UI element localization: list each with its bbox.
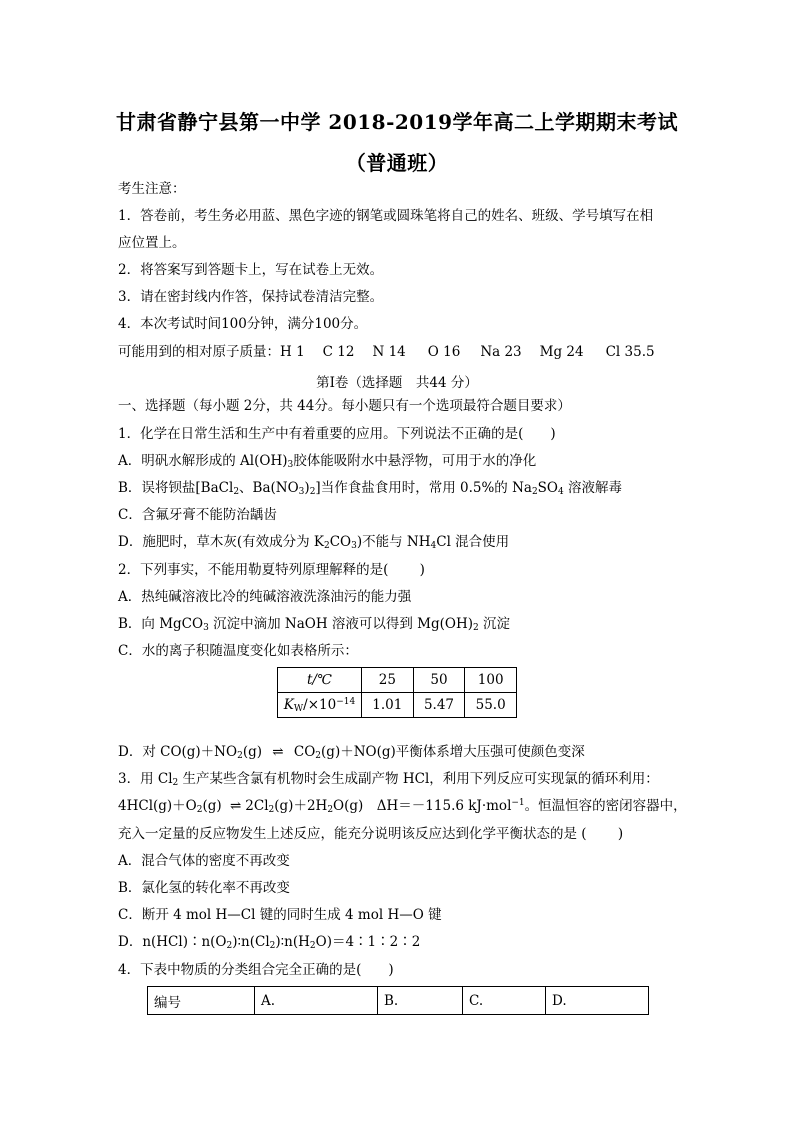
exam-subtitle: （普通班） — [345, 151, 449, 175]
table-row — [148, 987, 649, 1015]
q1-option-a: A．明矾水解形成的 $Al(OH)_3$胶体能吸附水中悬浮物，可用于水的净化 — [118, 453, 537, 470]
q1-stem: 1．化学在日常生活和生产中有着重要的应用。下列说法不正确的是( ) — [118, 426, 556, 442]
q2-stem: 2．下列事实，不能用勒夏特列原理解释的是( ) — [118, 562, 425, 578]
q3-stem: 3．用 $Cl_2$ 生产某些含氯有机物时会生成副产物 HCl，利用下列反应可实现氯的循环利用： — [118, 771, 659, 788]
notice-2: 2．将答案写到答题卡上，写在试卷上无效。 — [118, 262, 384, 278]
section-title: 第Ⅰ卷（选择题 共44 分） — [316, 375, 478, 391]
atomic-mass-cl: Cl 35.5 — [605, 344, 655, 360]
q3-option-d: D．$n(HCl)∶n(O_2)∶n(Cl_2)∶n(H_2O)=4∶1∶2∶2$ — [118, 934, 421, 951]
table-header-cell: D. — [546, 987, 649, 1015]
notice-heading: 考生注意： — [118, 181, 186, 197]
table-row — [278, 668, 517, 693]
q1-option-c: C．含氟牙膏不能防治龋齿 — [118, 507, 277, 523]
atomic-mass-na: Na 23 — [480, 344, 522, 360]
notice-3: 3．请在密封线内作答，保持试卷清洁完整。 — [118, 289, 384, 305]
q1-option-d: D．施肥时，草木灰(有效成分为 $K_2CO_3$)不能与 $NH_4Cl$ 混合使用 — [118, 534, 510, 551]
notice-1-cont: 应位置上。 — [118, 235, 186, 251]
q3-line3: 充入一定量的反应物发生上述反应，能充分说明该反应达到化学平衡状态的是 ( ) — [118, 826, 624, 842]
table-cell: $K_W/\times 10^{-14}$ — [278, 693, 362, 718]
notice-1: 1．答卷前，考生务必用蓝、黑色字迹的钢笔或圆珠笔将自己的姓名、班级、学号填写在相 — [118, 208, 654, 224]
table-header-cell: B. — [378, 987, 463, 1015]
table-cell: 1.01 — [362, 693, 414, 718]
table-cell: 25 — [362, 668, 414, 693]
q3-equation: $4HCl(g)+O_2(g)$ ⇌ $2Cl_2(g)+2H_2O(g)$ ΔH＝－115.6 kJ·mol$^{-1}$。恒温恒容的密闭容器中， — [118, 798, 687, 815]
notice-4: 4．本次考试时间100分钟，满分100分。 — [118, 316, 368, 332]
table-header-cell: 编号 — [148, 987, 255, 1015]
q3-option-c: C．断开 4 mol H—Cl 键的同时生成 4 mol H—O 键 — [118, 907, 442, 923]
exam-title: 甘肃省静宁县第一中学 2018-2019学年高二上学期期末考试 — [115, 110, 679, 134]
table-cell: 50 — [413, 668, 465, 693]
atomic-mass-o: O 16 — [427, 344, 461, 360]
q2-option-d: D．对 $CO(g)+NO_2(g)$ ⇌ $CO_2(g)+NO(g)$平衡体系增大压强可使颜色变深 — [118, 744, 585, 761]
equilibrium-arrow-icon: ⇌ — [229, 798, 242, 814]
atomic-mass-h: H 1 — [280, 344, 305, 360]
q3-option-b: B．氯化氢的转化率不再改变 — [118, 880, 290, 896]
q4-stem: 4．下表中物质的分类组合完全正确的是( ) — [118, 962, 394, 978]
atomic-mass-mg: Mg 24 — [539, 344, 584, 360]
atomic-mass-n: N 14 — [372, 344, 406, 360]
q2-option-a: A．热纯碱溶液比冷的纯碱溶液洗涤油污的能力强 — [118, 589, 412, 605]
table-cell: 100 — [465, 668, 517, 693]
atomic-mass-line — [118, 344, 655, 361]
table-row — [278, 693, 517, 718]
atomic-mass-label: 可能用到的相对原子质量： — [118, 344, 280, 360]
q2-option-b: B．向 MgCO$_3$ 沉淀中滴加 NaOH 溶液可以得到 $Mg(OH)_2$ 沉淀 — [118, 616, 511, 633]
part-title: 一、选择题（每小题 2分，共 44分。每小题只有一个选项最符合题目要求） — [118, 398, 571, 414]
kw-table — [277, 667, 517, 718]
q3-option-a: A．混合气体的密度不再改变 — [118, 853, 290, 869]
q1-option-b: B．误将钡盐[BaCl$_2$、$Ba(NO_3)_2$]当作食盐食用时，常用 0.5%的 $Na_2SO_4$ 溶液解毒 — [118, 480, 623, 497]
table-cell: t/℃ — [278, 668, 362, 693]
equilibrium-arrow-icon: ⇌ — [272, 744, 284, 760]
table-header-cell: A. — [255, 987, 378, 1015]
q2-option-c: C．水的离子积随温度变化如表格所示： — [118, 643, 358, 659]
table-cell: 5.47 — [413, 693, 465, 718]
table-header-cell: C. — [463, 987, 546, 1015]
table-cell: 55.0 — [465, 693, 517, 718]
classification-table — [147, 986, 649, 1015]
atomic-mass-c: C 12 — [322, 344, 355, 360]
